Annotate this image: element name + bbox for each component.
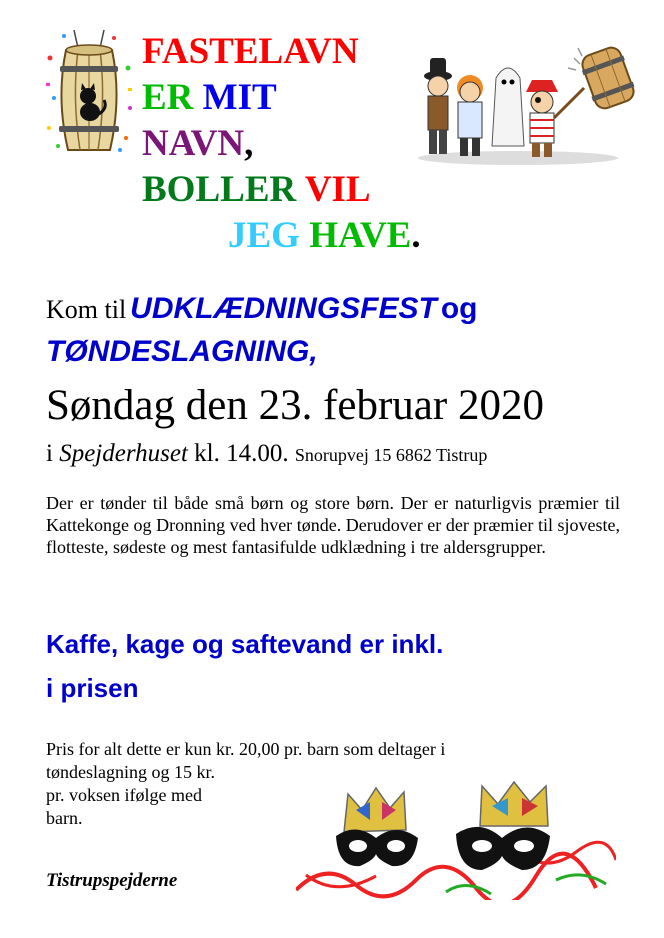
invite-event-barrel: TØNDESLAGNING (46, 335, 310, 368)
title-word-er: ER (142, 77, 194, 118)
title-line-5 (228, 214, 421, 258)
title-word-jeg: JEG (228, 215, 300, 256)
event-description: Der er tønder til både små børn og store børn. Der er naturligvis præmier til Kattekonge og Dronning ved hver tønde. Derudover er der præmier til sjoveste, flotteste, sødeste og mest fantasifulde udklædning i tre aldersgrupper. (46, 493, 620, 557)
barrel-cat-illustration (44, 28, 134, 158)
invite-event-dressup: UDKLÆDNINGSFEST (130, 292, 437, 325)
title-word-vil: VIL (304, 169, 371, 210)
price-line-3: pr. voksen ifølge med (46, 785, 202, 805)
title-word-mit: MIT (202, 77, 277, 118)
signature: Tistrupspejderne (46, 870, 178, 891)
price-line-1: Pris for alt dette er kun kr. 20,00 pr. barn som deltager i (46, 739, 446, 759)
invite-prefix: Kom til (46, 295, 127, 324)
title-line-1 (142, 30, 359, 74)
invite-og: og (440, 292, 478, 325)
title-line-2 (142, 76, 277, 120)
invite-comma: , (309, 335, 318, 368)
included-line-2: i prisen (46, 673, 139, 703)
event-date: Søndag den 23. februar 2020 (46, 382, 544, 429)
event-location (46, 440, 487, 468)
price-line-4: barn. (46, 808, 83, 828)
title-line-3 (142, 122, 253, 166)
title-period: . (411, 215, 421, 256)
invite-line-1 (46, 292, 478, 326)
title-word-fastelavn: FASTELAVN (142, 31, 359, 72)
title-word-have: HAVE (309, 215, 412, 256)
location-prefix: i (46, 440, 53, 467)
location-address: Snorupvej 15 6862 Tistrup (294, 445, 488, 465)
title-line-4 (142, 168, 371, 212)
invite-line-2 (46, 335, 318, 369)
included-line-1: Kaffe, kage og saftevand er inkl. (46, 629, 444, 659)
title-word-navn: NAVN (142, 123, 245, 164)
title-comma: , (244, 123, 254, 164)
price-line-2: tøndeslagning og 15 kr. (46, 762, 215, 782)
title-word-boller: BOLLER (142, 169, 297, 210)
location-time: kl. 14.00. (194, 440, 289, 467)
costumed-children-illustration (408, 28, 638, 168)
location-place: Spejderhuset (59, 440, 188, 467)
masks-crowns-illustration (296, 780, 616, 900)
